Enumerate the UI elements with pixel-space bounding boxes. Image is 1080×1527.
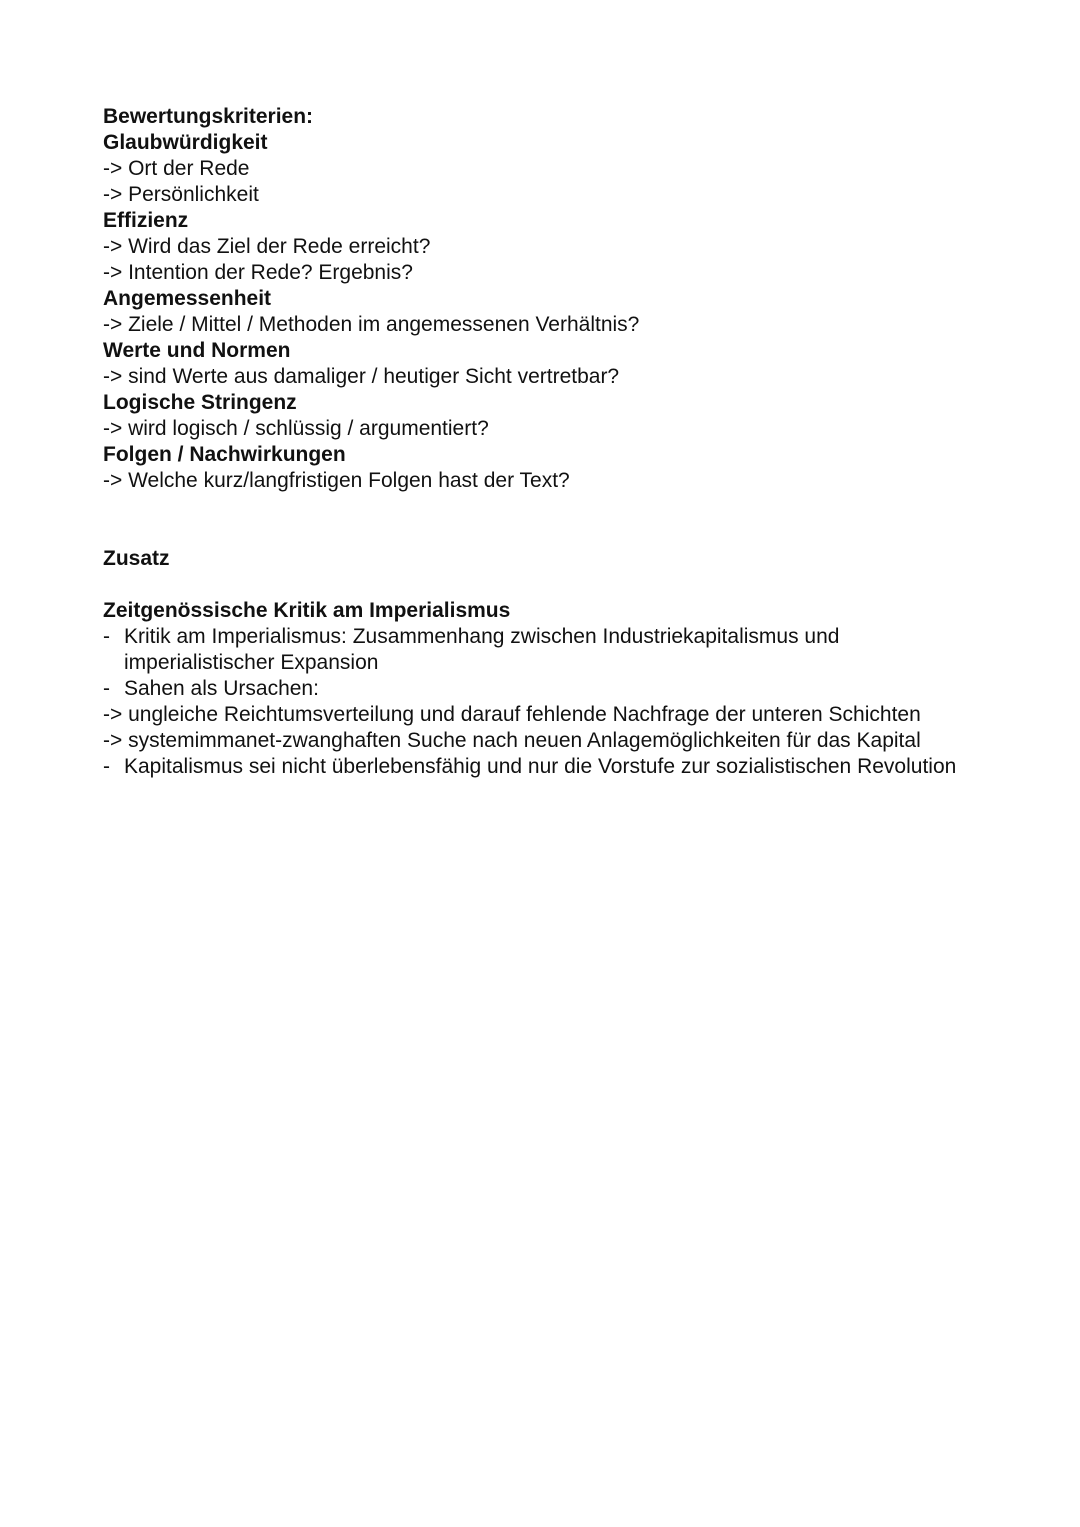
section-line: -> Wird das Ziel der Rede erreicht? bbox=[103, 235, 431, 258]
section-line: -> Ziele / Mittel / Methoden im angemessenen Verhältnis? bbox=[103, 313, 640, 336]
zusatz-subtitle: Zeitgenössische Kritik am Imperialismus bbox=[103, 599, 511, 622]
criteria-title: Bewertungskriterien: bbox=[103, 105, 314, 128]
bullet-item bbox=[103, 754, 984, 780]
document-page bbox=[103, 104, 1003, 780]
arrow-line: -> ungleiche Reichtumsverteilung und darauf fehlende Nachfrage der unteren Schichten bbox=[103, 703, 921, 726]
bullet-text: Kritik am Imperialismus: Zusammenhang zwischen Industriekapitalismus und imperialistischer Expansion bbox=[124, 625, 840, 674]
section-heading-effizienz: Effizienz bbox=[103, 209, 189, 232]
section-heading-folgen: Folgen / Nachwirkungen bbox=[103, 443, 346, 466]
zusatz-title: Zusatz bbox=[103, 547, 170, 570]
section-line: -> Persönlichkeit bbox=[103, 183, 259, 206]
section-heading-werte-und-normen: Werte und Normen bbox=[103, 339, 291, 362]
bullet-text: Sahen als Ursachen: bbox=[124, 677, 319, 700]
section-heading-logische-stringenz: Logische Stringenz bbox=[103, 391, 297, 414]
section-line: -> wird logisch / schlüssig / argumentiert? bbox=[103, 417, 489, 440]
bullet-text: Kapitalismus sei nicht überlebensfähig und nur die Vorstufe zur sozialistischen Revolution bbox=[124, 755, 957, 778]
arrow-line: -> systemimmanet-zwanghaften Suche nach neuen Anlagemöglichkeiten für das Kapital bbox=[103, 729, 921, 752]
section-line: -> Ort der Rede bbox=[103, 157, 250, 180]
section-heading-angemessenheit: Angemessenheit bbox=[103, 287, 272, 310]
bullet-dash: - bbox=[103, 755, 110, 778]
bullet-dash: - bbox=[103, 677, 110, 700]
section-line: -> Welche kurz/langfristigen Folgen hast der Text? bbox=[103, 469, 570, 492]
section-heading-glaubwuerdigkeit: Glaubwürdigkeit bbox=[103, 131, 268, 154]
section-line: -> sind Werte aus damaliger / heutiger Sicht vertretbar? bbox=[103, 365, 620, 388]
bullet-item bbox=[103, 676, 984, 702]
section-line: -> Intention der Rede? Ergebnis? bbox=[103, 261, 413, 284]
bullet-item bbox=[103, 624, 984, 676]
bullet-dash: - bbox=[103, 625, 110, 648]
